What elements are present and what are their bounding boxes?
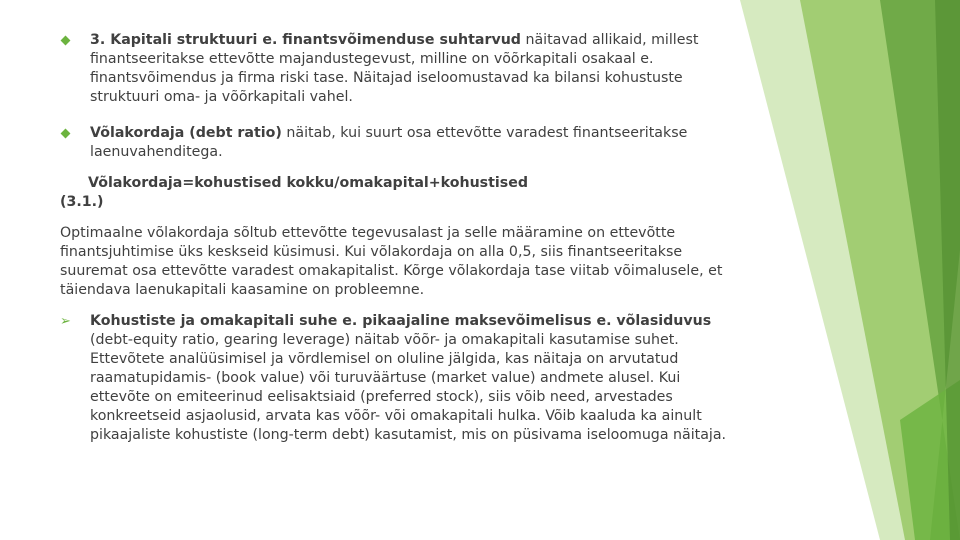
bullet-description: näitavad allikaid, millest finantseeritakse ettevõtte majandustegevust, milline on võõrkapitali osakaal e. finantsvõimendus ja firma riski tase. Näitajad iseloomustavad ka bilansi kohustuste struktuuri oma- ja võõrkapitali vahel. <box>90 32 699 105</box>
bullet-description: (debt-equity ratio, gearing leverage) näitab võõr- ja omakapitali kasutamise suhet. Ettevõtete analüüsimisel ja võrdlemisel on oluline jälgida, kas näitaja on arvutatud raamatupidamis- (book value) või turuväärtuse (market value) andmete alusel. Kui ettevõte on emiteerinud eelisaktsiaid (preferred stock), siis võib need, arvestades konkreetseid asjaolusid, arvata kas võõr- või omakapitali hulka. Võib kaaluda ka ainult pikaajaliste kohustiste (long-term debt) kasutamist, mis on püsivama iseloomuga näitaja. <box>90 332 727 443</box>
bullet-text <box>90 312 740 445</box>
bullet-bold-term: Võlakordaja (debt ratio) <box>90 125 282 141</box>
formula <box>60 174 740 212</box>
bullet-text <box>90 31 740 107</box>
formula-number: (3.1.) <box>60 194 104 210</box>
paragraph-optimal-ratio: Optimaalne võlakordaja sõltub ettevõtte tegevusalast ja selle määramine on ettevõtte finantsjuhtimise üks keskseid küsimusi. Kui võlakordaja on alla 0,5, siis finantseeritakse suuremat osa ettevõtte varadest omakapitalist. Kõrge võlakordaja tase viitab võimalusele, et täiendava laenukapitali kaasamine on probleemne. <box>60 225 723 298</box>
arrow-bullet-icon: ➢ <box>60 314 71 329</box>
bullet-bold-term: Kohustiste ja omakapitali suhe e. pikaajaline maksevõimelisus e. võlasiduvus <box>90 313 712 329</box>
bullet-text <box>90 124 740 162</box>
slide-content <box>60 28 740 445</box>
diamond-bullet-icon <box>60 124 90 143</box>
formula-text: Võlakordaja=kohustised kokku/omakapital+kohustised <box>88 175 528 191</box>
bullet-item-capital-structure <box>60 31 740 107</box>
bullet-description: näitab, kui suurt osa ettevõtte varadest finantseeritakse laenuvahenditega. <box>90 125 688 160</box>
bullet-item-debt-ratio <box>60 124 740 162</box>
bullet-bold-term: 3. Kapitali struktuuri e. finantsvõimenduse suhtarvud <box>90 32 521 48</box>
diamond-bullet-icon <box>60 31 90 50</box>
bullet-item-debt-equity <box>60 312 740 445</box>
